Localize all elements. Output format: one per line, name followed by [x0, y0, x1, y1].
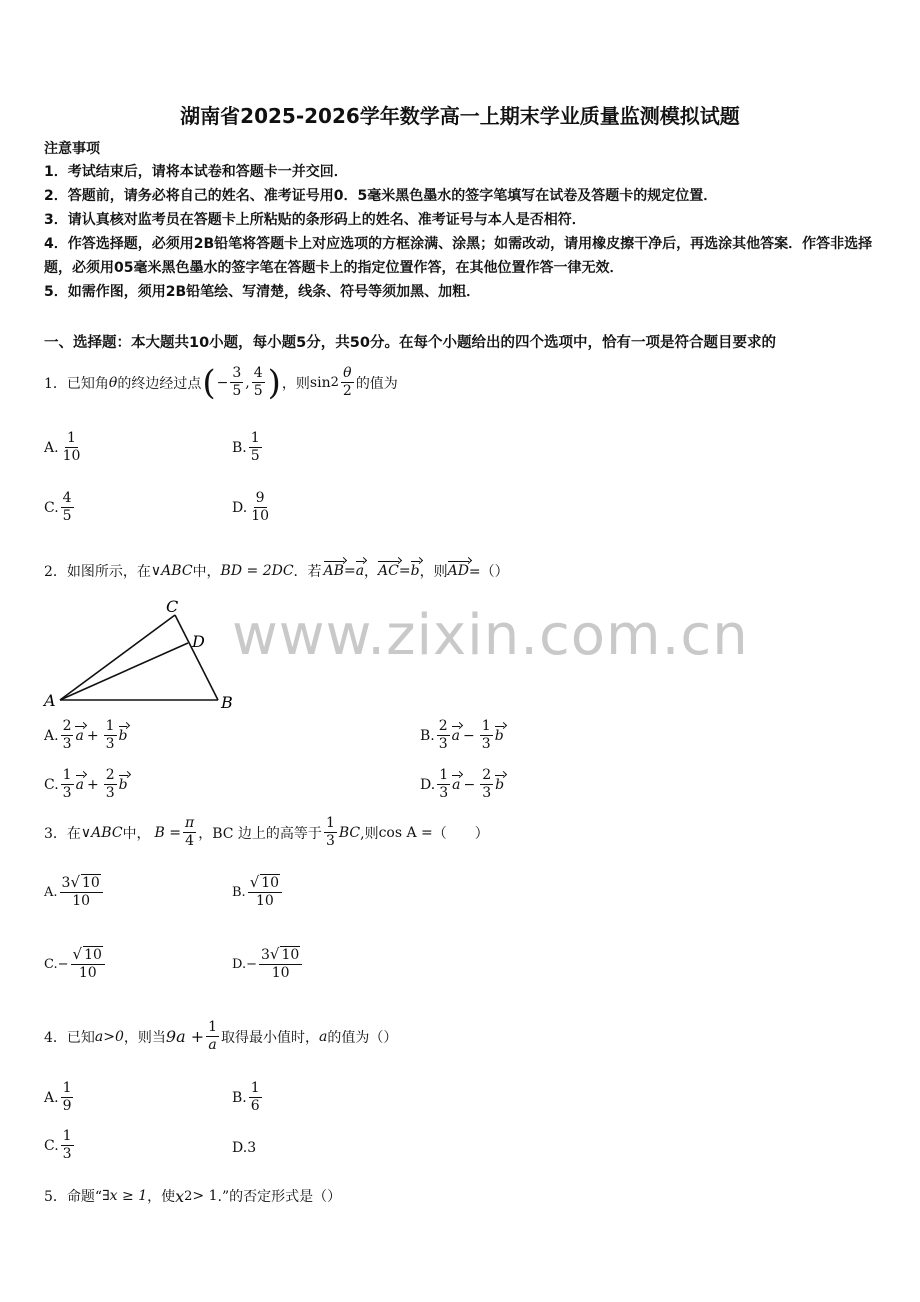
- q1-comma: ,: [245, 374, 250, 391]
- question-4: 4．已知 a>0 ，则当 9a + $\frac{1}{a}$ 取得最小值时， a 的值为（）: [44, 1019, 398, 1053]
- fraction: $\frac{\theta}{2}$: [342, 365, 352, 399]
- q2-option-a[interactable]: A. $\frac{2}{3}$ a + $\frac{1}{3}$ b: [44, 718, 128, 752]
- watermark: www.zixin.com.cn: [232, 603, 749, 668]
- notice-item: 5．如需作图，须用2B铅笔绘、写清楚，线条、符号等须加黑、加粗．: [44, 284, 481, 300]
- fraction: $\frac{4}{5}$: [253, 365, 263, 399]
- q1-theta: θ: [108, 374, 118, 391]
- q3-option-c[interactable]: C. − $\frac{√ 10}{10}$: [44, 946, 107, 982]
- q1-text: 的终边经过点: [117, 375, 202, 392]
- label-c: C: [166, 597, 179, 616]
- q4-option-c[interactable]: C. $\frac{1}{3}$: [44, 1128, 72, 1162]
- notice-heading: 注意事项: [44, 141, 100, 157]
- q2-option-b[interactable]: B. $\frac{2}{3}$ a − $\frac{1}{3}$ b: [420, 718, 504, 752]
- q4-option-b[interactable]: B. $\frac{1}{6}$: [232, 1080, 260, 1114]
- q1-text: 1．已知角: [44, 375, 109, 392]
- q2-option-c[interactable]: C. $\frac{1}{3}$ a + $\frac{2}{3}$ b: [44, 767, 128, 801]
- q1-text: ，则: [281, 375, 310, 392]
- page-title: 湖南省2025-2026学年数学高一上期末学业质量监测模拟试题: [180, 104, 740, 128]
- vector-ab: AB: [323, 563, 344, 579]
- q3-option-b[interactable]: B. $\frac{√ 10}{10}$: [232, 874, 284, 910]
- q1-text: 的值为: [355, 375, 398, 392]
- q3-option-d[interactable]: D. − $\frac{3√ 10}{10}$: [232, 946, 304, 982]
- q3-option-a[interactable]: A. $\frac{3√ 10}{10}$: [44, 874, 105, 910]
- vector-a: a: [355, 563, 365, 579]
- notice-item: 2．答题前，请务必将自己的姓名、准考证号用0．5毫米黑色墨水的签字笔填写在试卷及答题卡的规定位置．: [44, 188, 718, 204]
- left-paren: (: [202, 362, 216, 403]
- section-heading: 一、选择题：本大题共10小题，每小题5分，共50分。在每个小题给出的四个选项中，恰有一项是符合题目要求的: [44, 335, 776, 351]
- q1-option-b[interactable]: B. $\frac{1}{5}$: [232, 430, 260, 464]
- q1-sin: sin: [309, 374, 331, 391]
- notice-item: 3．请认真核对监考员在答题卡上所粘贴的条形码上的姓名、准考证号与本人是否相符．: [44, 212, 586, 228]
- q4-option-d[interactable]: D. 3: [232, 1140, 257, 1156]
- fraction: $\frac{3}{5}$: [232, 365, 242, 399]
- question-3: 3．在 ∨ABC 中， B = $\frac{\pi}{4}$ ，BC 边上的高等于 $\frac{1}{3}$ BC ,则 cos A = （ ）: [44, 815, 489, 849]
- q2-option-d[interactable]: D. $\frac{1}{3}$ a − $\frac{2}{3}$ b: [420, 767, 505, 801]
- vector-ad: AD: [447, 563, 469, 579]
- question-2: 2．如图所示，在 ∨ABC 中， BD = 2DC ．若 AB = a ， AC = b ，则 AD =（）: [44, 563, 509, 580]
- question-5: 5．命题“ ∃x ≥ 1 ，使 x 2 > 1 .”的否定形式是（）: [44, 1186, 342, 1206]
- triangle-symbol: ∨ABC: [80, 824, 123, 841]
- q1-exponent: 2: [330, 375, 339, 390]
- side-cb: [175, 615, 218, 700]
- vector-ac: AC: [378, 563, 399, 579]
- right-paren: ): [267, 362, 281, 403]
- triangle-figure: [40, 595, 250, 715]
- triangle-symbol: ∨ABC: [150, 563, 193, 579]
- side-ac: [60, 615, 175, 700]
- q1-option-c[interactable]: C. $\frac{4}{5}$: [44, 490, 72, 524]
- question-1: [44, 362, 398, 403]
- notice-item: 1．考试结束后，请将本试卷和答题卡一并交回．: [44, 164, 348, 180]
- q2-equation: BD = 2DC: [220, 563, 294, 579]
- label-d: D: [192, 632, 205, 651]
- label-b: B: [221, 693, 233, 712]
- segment-ad: [60, 643, 188, 700]
- vector-b: b: [410, 563, 420, 579]
- q4-option-a[interactable]: A. $\frac{1}{9}$: [44, 1080, 72, 1114]
- q1-option-d[interactable]: D. $\frac{9}{10}$: [232, 490, 270, 524]
- notice-list: [44, 160, 880, 304]
- q1-minus: −: [216, 374, 229, 391]
- label-a: A: [44, 691, 56, 710]
- notice-item: 4．作答选择题，必须用2B铅笔将答题卡上对应选项的方框涂满、涂黑；如需改动，请用橡皮擦干净后，再选涂其他答案．作答非选择题，必须用05毫米黑色墨水的签字笔在答题卡上的指定位置作答，在其他位置作答一律无效．: [44, 236, 873, 276]
- q1-option-a[interactable]: A. $\frac{1}{10}$: [44, 430, 81, 464]
